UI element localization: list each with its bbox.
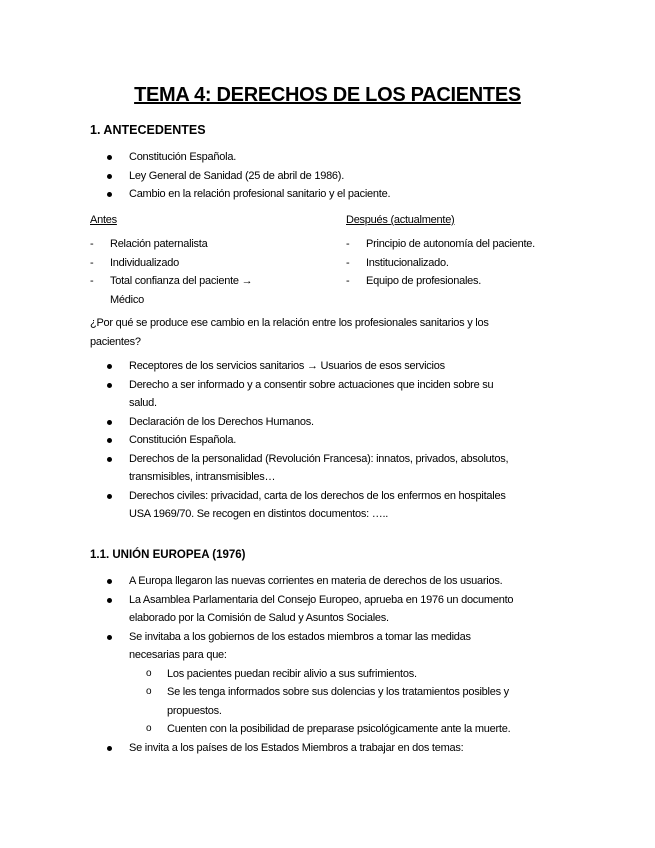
list-item: Se invitaba a los gobiernos de los estados miembros a tomar las medidas necesarias para que: o Los pacientes puedan recibir alivio a sus sufrimientos. o Se les tenga informados sobre sus dolencias y los tratamientos posibles y propuestos. o Cuenten con la posibilidad de preparase psicológicamente ante la muerte. [90,628,513,739]
list-item: Constitución Española. [90,148,390,167]
before-heading: Antes [90,214,117,226]
list-item: Declaración de los Derechos Humanos. [90,413,508,432]
bullet-icon [107,494,112,499]
list-item: - Total confianza del paciente → Médico [90,275,253,306]
bullet-icon [107,457,112,462]
list-item: Receptores de los servicios sanitarios → Usuarios de esos servicios [90,357,508,376]
bullet-icon [107,746,112,751]
section-heading-antecedentes: 1. ANTECEDENTES [90,123,206,137]
before-list [90,235,252,309]
after-heading: Después (actualmente) [346,214,455,226]
bullet-icon [107,420,112,425]
bullet-icon [107,438,112,443]
list-item: Ley General de Sanidad (25 de abril de 1986). [90,167,390,186]
sub-list [129,665,513,739]
list-item: - Principio de autonomía del paciente. [346,238,535,250]
section-heading-union-europea: 1.1. UNIÓN EUROPEA (1976) [90,549,246,561]
after-list [346,235,535,291]
list-item: La Asamblea Parlamentaria del Consejo Europeo, aprueba en 1976 un documento elaborado por la Comisión de Salud y Asuntos Sociales. [90,591,513,628]
bullet-icon [107,364,112,369]
circle-bullet-icon: o [146,686,152,697]
list-item: Se invita a los países de los Estados Miembros a trabajar en dos temas: [90,739,513,758]
list-item: Derechos de la personalidad (Revolución Francesa): innatos, privados, absolutos, transmisibles, intransmisibles… [90,450,508,487]
list-item: - Equipo de profesionales. [346,275,482,287]
list-item: Constitución Española. [90,431,508,450]
sub-list-item: o Los pacientes puedan recibir alivio a sus sufrimientos. [129,665,513,684]
circle-bullet-icon: o [146,723,152,734]
list-item: Derechos civiles: privacidad, carta de los derechos de los enfermos en hospitales USA 1969/70. Se recogen en distintos documentos: ….. [90,487,508,524]
bullet-icon [107,192,112,197]
list-item: - Individualizado [90,256,180,269]
reasons-list [90,357,508,524]
bullet-icon [107,579,112,584]
bullet-icon [107,383,112,388]
bullet-icon [107,635,112,640]
sub-list-item: o Se les tenga informados sobre sus dolencias y los tratamientos posibles y propuestos. [129,683,513,720]
bullet-icon [107,155,112,160]
bullet-icon [107,598,112,603]
list-item: Cambio en la relación profesional sanitario y el paciente. [90,185,390,204]
page-title: TEMA 4: DERECHOS DE LOS PACIENTES [134,84,521,106]
circle-bullet-icon: o [146,667,152,679]
list-item: - Institucionalizado. [346,256,449,269]
bullet-icon [107,174,112,179]
list-item: - Relación paternalista [90,238,208,250]
list-item: Derecho a ser informado y a consentir sobre actuaciones que inciden sobre su salud. [90,376,508,413]
sub-list-item: o Cuenten con la posibilidad de preparase psicológicamente ante la muerte. [129,720,513,739]
union-europea-list [90,572,513,757]
question-paragraph: ¿Por qué se produce ese cambio en la relación entre los profesionales sanitarios y los pacientes? [90,317,489,348]
antecedentes-list [90,148,390,204]
list-item: A Europa llegaron las nuevas corrientes en materia de derechos de los usuarios. [90,572,513,591]
